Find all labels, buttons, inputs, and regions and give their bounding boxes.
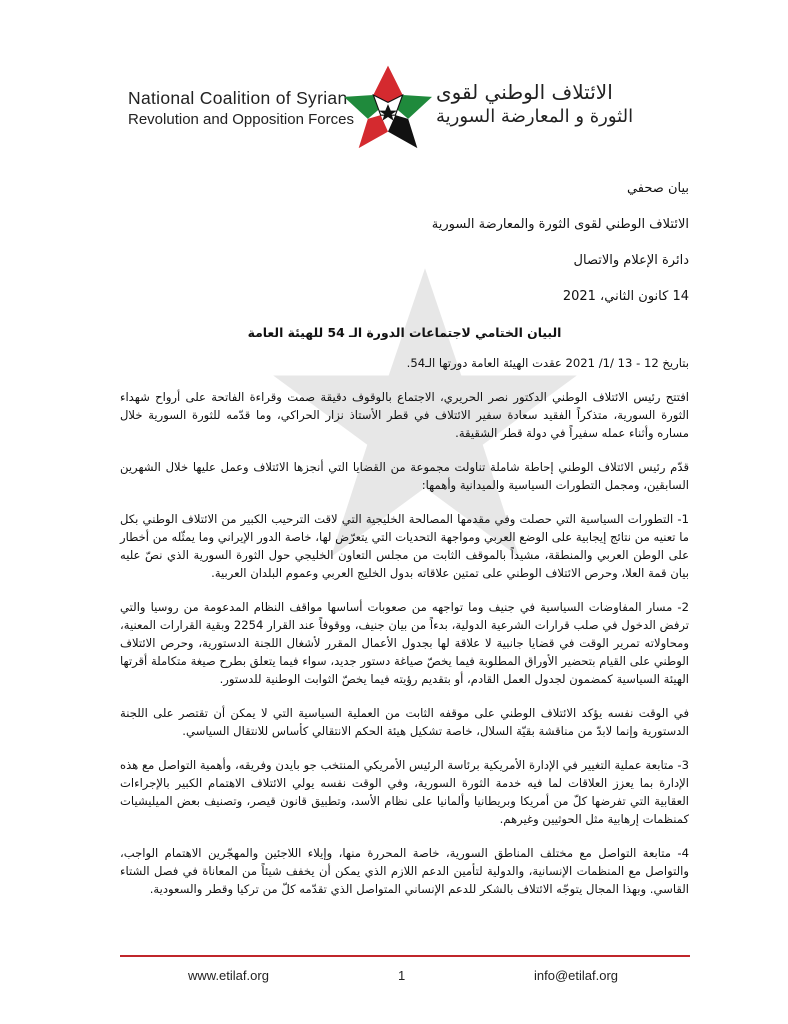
org-subtitle-arabic: الثورة و المعارضة السورية	[436, 106, 634, 127]
paragraph-constitutional: في الوقت نفسه يؤكد الائتلاف الوطني على موقفه الثابت من العملية السياسية التي لا يمكن أن تقتصر على اللجنة الدستورية وإنما لابدّ من مناقشة بقيّة السلال، خاصة تشكيل هيئة الحكم الانتقالي كأساس للانتقال السياسي.	[120, 706, 689, 738]
paragraph-point-3: 3- متابعة عملية التغيير في الإدارة الأمريكية برئاسة الرئيس الأمريكي المنتخب جو بايدن وفريقه، وأهمية التواصل مع هذه الإدارة بما يعزز العلاقات لما فيه خدمة الثورة السورية، وفي الوقت نفسه يولي الائتلاف الاهتمام الكبير بالإجراءات العقابية التي تفرضها كلّ من أمريكا وبريطانيا وألمانيا على نظام الأسد، وتطبيق قانون قيصر، وتصنيف بعض الميليشيات كمنظمات إرهابية مثل الحوثيين وغيرهم.	[120, 758, 689, 826]
footer-divider	[120, 955, 690, 957]
org-name-english: National Coalition of Syrian	[128, 88, 348, 108]
document-title: البيان الختامي لاجتماعات الدورة الـ 54 للهيئة العامة	[247, 325, 562, 340]
paragraph-point-1: 1- التطورات السياسية التي حصلت وفي مقدمها المصالحة الخليجية التي لاقت الترحيب الكبير من الائتلاف الوطني بكل ما تعنيه من نتائج إيجابية على الوضع العربي ومواجهة التحديات التي يتعرّض لها، خاصة الدور الإيراني وما يمثّله من أخطار على الوطن العربي والمنطقة، مشيداً بالموقف الثابت من مجلس التعاون الخليجي حول الثورة السورية الذي نصّ عليه بيان قمة العلا، وحرص الائتلاف الوطني على تمتين علاقاته بدول الخليج العربي وعموم البلدان العربية.	[120, 512, 689, 580]
department-line: دائرة الإعلام والاتصال	[573, 253, 689, 268]
org-name-arabic: الائتلاف الوطني لقوى	[436, 80, 613, 104]
press-release-body	[120, 180, 689, 914]
footer-website-link[interactable]: www.etilaf.org	[188, 968, 269, 983]
page-number: 1	[398, 968, 406, 983]
letterhead	[0, 0, 788, 150]
coalition-star-logo	[342, 62, 434, 150]
paragraph-opening: افتتح رئيس الائتلاف الوطني الدكتور نصر الحريري، الاجتماع بالوقوف دقيقة صمت وقراءة الفاتحة على أرواح شهداء الثورة السورية، متذكراً الفقيد سعادة سفير الائتلاف في قطر الأستاذ نزار الحراكي، وما قدّمه للثورة السورية خلال مساره وأثناء عمله سفيراً في دولة قطر الشقيقة.	[120, 390, 689, 440]
paragraph-point-2: 2- مسار المفاوضات السياسية في جنيف وما تواجهه من صعوبات أساسها مواقف النظام المدعومة من روسيا والتي ترفض الدخول في صلب قرارات الشرعية الدولية، بدءاً من بيان جنيف، ووقوفاً عند القرار 2254 وبقية القرارات المعنية، ومحاولاته تمرير الوقت في قضايا جانبية لا علاقة لها بجدول الأعمال المقرر لأشغال اللجنة الدستورية، وحرص الائتلاف الوطني على القيام بتحضير الأوراق المطلوبة فيما يخصّ صياغة دستور جديد، سواء فيما يتعلق بطرح صيغة متكاملة أقرتها الهيئة السياسية كمضمون لجدول العمل القادم، أو بتقديم رؤيته فيما يخصّ الثوابت الوطنية للدستور.	[120, 600, 689, 686]
org-subtitle-english: Revolution and Opposition Forces	[128, 111, 354, 128]
footer-email-link[interactable]: info@etilaf.org	[534, 968, 619, 983]
paragraph-point-4: 4- متابعة التواصل مع مختلف المناطق السورية، خاصة المحررة منها، وإيلاء اللاجئين والمهجّرين الاهتمام الواجب، والتواصل مع المنظمات الإنسانية، والدولية لتأمين الدعم اللازم الذي يمكن أن يخفف شيئاً من المعاناة في فصل الشتاء القاسي. وبهذا المجال يتوجّه الائتلاف بالشكر للدعم الإنساني المتواصل الذي تقدّمه كلّ من تركيا وقطر والسعودية.	[120, 846, 689, 896]
paragraph-session-date: بتاريخ 12 - 13 /1/ 2021 عقدت الهيئة العامة دورتها الـ54.	[406, 356, 689, 370]
organization-line: الائتلاف الوطني لقوى الثورة والمعارضة السورية	[431, 217, 689, 232]
paragraph-briefing: قدّم رئيس الائتلاف الوطني إحاطة شاملة تناولت مجموعة من القضايا التي أنجزها الائتلاف وعمل عليها خلال الشهرين السابقين، ومجمل التطورات السياسية والميدانية وأهمها:	[120, 460, 689, 492]
document-type: بيان صحفي	[626, 181, 689, 196]
document-date: 14 كانون الثاني، 2021	[562, 289, 689, 304]
